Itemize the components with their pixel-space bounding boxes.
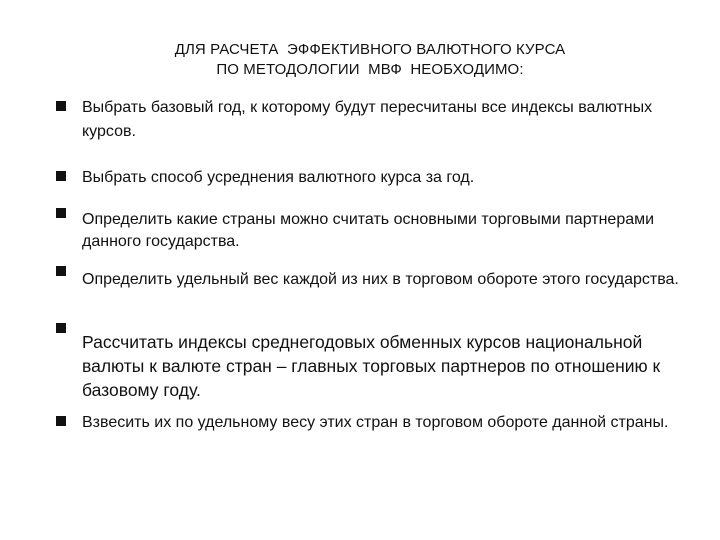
bullet-text: Определить удельный вес каждой из них в торговом обороте этого государства. — [82, 271, 679, 288]
square-bullet-icon — [56, 171, 66, 181]
bullet-item — [82, 96, 692, 144]
bullet-text: Выбрать базовый год, к которому будут пересчитаны все индексы валютных курсов. — [82, 99, 653, 140]
square-bullet-icon — [56, 101, 66, 111]
bullet-item — [82, 166, 692, 190]
square-bullet-icon — [56, 323, 66, 333]
bullet-text: Определить какие страны можно считать основными торговыми партнерами данного государства. — [82, 211, 655, 250]
bullet-item — [82, 330, 692, 402]
bullet-text: Взвесить их по удельному весу этих стран в торговом обороте данной страны. — [82, 414, 669, 431]
square-bullet-icon — [56, 416, 66, 426]
bullet-item — [82, 269, 692, 291]
title-line-1: ДЛЯ РАСЧЕТА ЭФФЕКТИВНОГО ВАЛЮТНОГО КУРСА — [174, 41, 566, 58]
bullet-text: Выбрать способ усреднения валютного курса за год. — [82, 169, 475, 186]
title-line-2: ПО МЕТОДОЛОГИИ МВФ НЕОБХОДИМО: — [216, 61, 524, 78]
bullet-item — [82, 411, 692, 435]
square-bullet-icon — [56, 266, 66, 276]
bullet-text: Рассчитать индексы среднегодовых обменных курсов национальной валюты к валюте стран – главных торговых партнеров по отношению к базовому году. — [82, 332, 661, 400]
bullet-item — [82, 209, 692, 253]
square-bullet-icon — [56, 208, 66, 218]
